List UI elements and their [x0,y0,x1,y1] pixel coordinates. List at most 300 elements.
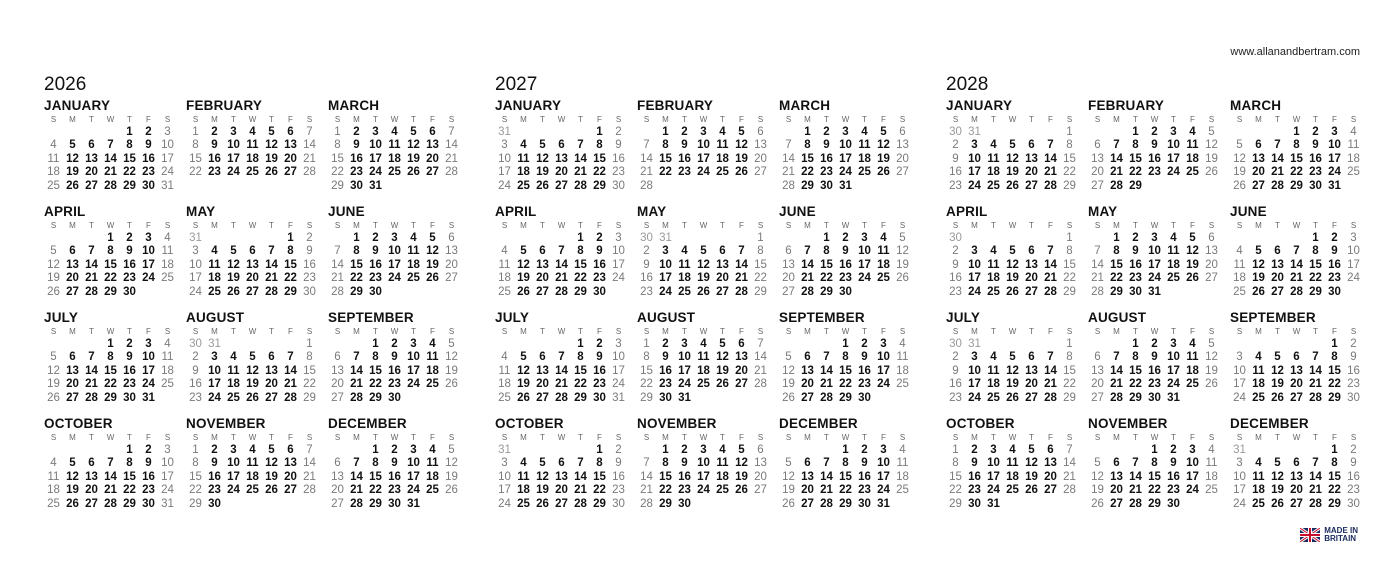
day-cell: 9 [1170,457,1177,470]
weekday-label: T [1029,115,1034,124]
day-cell: 27 [284,484,297,497]
day-cell: 20 [284,470,297,483]
day-cell: 17 [1167,364,1180,377]
day-cell: 30 [189,338,202,350]
week-row [946,272,1088,285]
week-row [328,153,470,166]
day-cell: 11 [896,457,909,470]
day-cell: 3 [615,232,622,244]
day-cell: 14 [303,457,316,470]
day-cell: 27 [555,179,568,192]
day-cell [1230,126,1249,139]
day-cell [798,444,817,457]
day-cell: 3 [880,338,887,350]
day-cell [1041,338,1060,351]
day-cell: 29 [574,285,587,298]
day-cell: 12 [66,152,79,165]
week-row [1230,153,1372,166]
week-row [1230,471,1372,484]
weekday-label: T [1133,327,1138,336]
day-cell: 11 [426,457,439,470]
day-cell: 11 [47,152,60,165]
day-cell: 5 [785,351,792,364]
day-cell: 4 [1255,351,1262,364]
day-cell: 9 [192,364,199,377]
day-cell: 27 [896,166,909,179]
day-cell: 2 [1170,444,1177,456]
day-cell: 1 [1293,126,1300,138]
day-cell: 16 [369,258,382,271]
weekday-label: S [899,221,906,230]
day-cell: 6 [539,245,546,258]
day-cell: 19 [735,470,748,483]
week-row [637,378,779,391]
week-row [1088,457,1230,470]
day-cell: 14 [284,364,297,377]
day-cell: 21 [331,272,344,285]
weekday-label: S [1094,327,1101,336]
day-cell: 8 [1066,139,1073,152]
weekday-label: S [1094,221,1101,230]
year-2028 [946,74,1386,522]
weekday-label: S [192,115,199,124]
day-cell: 15 [350,258,363,271]
day-cell: 17 [1148,258,1161,271]
day-cell: 19 [66,166,79,179]
day-cell: 24 [877,484,890,497]
month-name: NOVEMBER [637,416,717,431]
day-cell: 4 [391,126,398,138]
day-cell: 4 [249,126,256,138]
weekday-header [328,432,470,444]
day-cell: 17 [498,166,511,179]
day-cell: 29 [123,179,136,192]
day-cell: 2 [391,444,398,456]
week-row [44,378,186,391]
day-cell: 6 [1028,245,1035,258]
day-cell: 6 [69,351,76,364]
weekday-label: W [1292,433,1301,442]
day-cell [1287,338,1306,351]
day-cell: 31 [987,497,1000,510]
day-cell: 16 [123,364,136,377]
day-cell: 19 [1186,258,1199,271]
weekday-header [1088,220,1230,232]
day-cell: 2 [1132,232,1139,244]
day-cell: 14 [801,258,814,271]
day-cell: 22 [839,378,852,391]
day-cell: 7 [823,351,830,364]
day-cell [732,498,751,511]
day-cell: 9 [1151,351,1158,364]
day-cell [1249,126,1268,139]
day-cell: 21 [735,272,748,285]
day-cell: 21 [104,166,117,179]
day-cell: 10 [1167,139,1180,152]
day-cell: 6 [719,245,726,258]
day-cell: 8 [1132,139,1139,152]
weekday-label: M [520,433,527,442]
day-cell: 18 [1186,364,1199,377]
week-row [779,232,921,245]
weekday-label: F [739,327,744,336]
day-cell: 13 [754,139,767,152]
weekday-label: S [164,115,171,124]
day-cell: 28 [1110,179,1123,192]
weekday-label: S [448,433,455,442]
day-cell: 2 [823,126,830,138]
weekday-label: T [269,221,274,230]
day-cell: 26 [735,166,748,179]
day-cell: 21 [574,484,587,497]
day-cell: 16 [839,258,852,271]
day-cell: 7 [785,139,792,152]
day-cell: 2 [861,444,868,456]
day-cell [571,126,590,139]
day-cell: 14 [1309,364,1322,377]
day-cell: 24 [388,272,401,285]
day-cell: 29 [1129,391,1142,404]
day-cell: 11 [47,470,60,483]
day-cell: 25 [1006,484,1019,497]
day-cell: 30 [1309,179,1322,192]
day-cell: 27 [1252,179,1265,192]
day-cell: 26 [877,166,890,179]
week-row [1230,378,1372,391]
day-cell: 18 [498,272,511,285]
weekday-label: F [430,433,435,442]
day-cell: 16 [1309,152,1322,165]
day-cell: 26 [697,285,710,298]
weekday-label: M [1113,327,1120,336]
weekday-label: T [127,327,132,336]
week-row [637,245,779,258]
week-row [328,471,470,484]
day-cell: 15 [369,364,382,377]
day-cell: 15 [1110,258,1123,271]
day-cell: 13 [426,139,439,152]
week-row [1088,498,1230,511]
day-cell: 26 [896,272,909,285]
day-cell: 1 [643,338,650,350]
day-cell: 24 [678,378,691,391]
day-cell: 10 [968,364,981,377]
month-august [1088,310,1230,416]
day-cell: 27 [265,391,278,404]
day-cell: 16 [189,378,202,391]
day-cell: 14 [1044,364,1057,377]
month-november [637,416,779,522]
day-cell: 15 [801,152,814,165]
day-cell: 16 [208,152,221,165]
weekday-label: W [557,115,566,124]
day-cell: 2 [971,444,978,456]
day-cell: 6 [448,232,455,244]
day-cell: 28 [1110,391,1123,404]
weekday-label: F [1332,433,1337,442]
day-cell [893,286,912,299]
day-cell: 19 [426,258,439,271]
weekday-label: T [824,221,829,230]
day-cell: 22 [1129,378,1142,391]
day-cell: 3 [861,232,868,244]
weekday-label: T [1171,327,1176,336]
weekday-label: W [1292,221,1301,230]
day-cell: 12 [877,139,890,152]
day-cell: 13 [284,457,297,470]
day-cell: 23 [123,272,136,285]
weekday-label: M [804,433,811,442]
day-cell: 26 [1006,179,1019,192]
month-july [946,310,1088,416]
weekday-header [637,432,779,444]
weekday-label: M [211,115,218,124]
day-cell [732,180,751,193]
day-cell: 6 [88,457,95,470]
week-row [495,272,637,285]
week-row [328,286,470,299]
day-cell: 20 [754,470,767,483]
week-row [946,126,1088,139]
day-cell: 10 [227,457,240,470]
day-cell [1344,180,1363,193]
day-cell: 11 [517,152,530,165]
day-cell: 7 [804,245,811,258]
weekday-label: T [1275,221,1280,230]
day-cell: 2 [1151,126,1158,138]
day-cell [817,444,836,457]
day-cell: 18 [1252,484,1265,497]
week-row [946,180,1088,193]
weekday-header [637,114,779,126]
weekday-label: S [192,221,199,230]
day-cell [893,392,912,405]
day-cell: 15 [949,470,962,483]
day-cell: 18 [47,166,60,179]
day-cell: 25 [1347,166,1360,179]
day-cell: 3 [700,444,707,456]
day-cell: 27 [1091,391,1104,404]
day-cell: 3 [501,457,508,470]
day-cell: 19 [517,378,530,391]
day-cell: 16 [142,470,155,483]
day-cell [984,338,1003,351]
week-row [946,351,1088,364]
day-cell: 7 [1132,457,1139,470]
week-row [328,232,470,245]
day-cell: 29 [369,391,382,404]
day-cell [423,180,442,193]
day-cell: 5 [268,444,275,456]
day-cell [855,286,874,299]
day-cell: 7 [1094,245,1101,258]
day-cell: 6 [1293,457,1300,470]
day-cell: 15 [1063,364,1076,377]
day-cell: 14 [350,470,363,483]
day-cell: 27 [445,272,458,285]
day-cell [751,498,770,511]
day-cell: 26 [445,378,458,391]
day-cell: 12 [445,351,458,364]
day-cell: 4 [1350,126,1357,138]
day-cell: 11 [388,139,401,152]
month-name: APRIL [44,204,86,219]
month-june [1230,204,1372,310]
week-row [44,153,186,166]
weekday-label: W [699,327,708,336]
day-cell: 27 [536,391,549,404]
day-cell [44,338,63,351]
day-cell [732,232,751,245]
day-cell: 12 [1252,258,1265,271]
day-cell: 6 [757,444,764,456]
day-cell: 26 [735,484,748,497]
week-row [779,378,921,391]
year-title: 2027 [495,74,538,95]
day-cell: 10 [388,245,401,258]
weekday-label: T [231,115,236,124]
month-name: APRIL [946,204,988,219]
day-cell [385,180,404,193]
day-cell: 9 [615,139,622,152]
day-cell: 4 [1208,444,1215,456]
day-cell: 9 [126,245,133,258]
day-cell: 21 [820,484,833,497]
month-march [1230,98,1372,204]
day-cell: 14 [1063,457,1076,470]
day-cell [1249,338,1268,351]
weekday-label: S [952,221,959,230]
day-cell: 25 [987,391,1000,404]
day-cell [205,232,224,245]
day-cell: 30 [369,285,382,298]
day-cell: 2 [126,232,133,244]
day-cell: 20 [1091,378,1104,391]
day-cell: 25 [1205,484,1218,497]
day-cell [1088,444,1107,457]
day-cell: 25 [1167,272,1180,285]
week-row [328,378,470,391]
weekday-label: M [520,221,527,230]
weekday-header [495,114,637,126]
day-cell: 15 [1290,152,1303,165]
weekday-label: T [411,115,416,124]
day-cell: 8 [306,351,313,364]
weekday-label: S [899,433,906,442]
week-row [495,498,637,511]
day-cell: 10 [697,457,710,470]
day-cell: 1 [596,126,603,138]
day-cell: 23 [949,285,962,298]
day-cell: 2 [391,338,398,350]
day-cell: 8 [1151,457,1158,470]
day-cell: 6 [1094,139,1101,152]
weekday-label: S [1350,327,1357,336]
day-cell: 22 [1063,378,1076,391]
day-cell: 3 [971,139,978,152]
weekday-label: M [353,221,360,230]
day-cell: 1 [842,338,849,350]
day-cell: 17 [1233,484,1246,497]
day-cell: 24 [1233,391,1246,404]
weekday-label: W [248,221,257,230]
day-cell: 29 [593,497,606,510]
day-cell: 12 [735,457,748,470]
day-cell [694,180,713,193]
weekday-label: T [578,115,583,124]
weekday-label: S [164,433,171,442]
day-cell: 7 [1274,139,1281,152]
day-cell: 18 [877,258,890,271]
day-cell: 11 [1233,258,1246,271]
day-cell: 10 [678,351,691,364]
day-cell: 17 [369,152,382,165]
weekday-label: M [69,327,76,336]
week-row [495,232,637,245]
month-name: JULY [495,310,530,325]
day-cell: 23 [1309,166,1322,179]
day-cell: 30 [350,179,363,192]
day-cell: 14 [85,258,98,271]
day-cell: 2 [615,126,622,138]
day-cell: 30 [858,391,871,404]
day-cell: 6 [1094,351,1101,364]
weekday-label: F [146,433,151,442]
day-cell: 17 [142,364,155,377]
weekday-label: M [353,433,360,442]
day-cell: 18 [716,152,729,165]
day-cell: 30 [1347,391,1360,404]
day-cell: 23 [949,391,962,404]
weekday-label: W [1150,327,1159,336]
day-cell: 4 [230,351,237,364]
day-cell: 13 [1110,470,1123,483]
day-cell: 22 [593,484,606,497]
day-cell: 1 [334,126,341,138]
day-cell [637,126,656,139]
day-cell [1088,232,1107,245]
day-cell [262,498,281,511]
day-cell: 22 [189,484,202,497]
day-cell: 24 [987,484,1000,497]
day-cell: 28 [1129,497,1142,510]
day-cell: 18 [517,484,530,497]
day-cell [63,126,82,139]
day-cell: 6 [69,245,76,258]
day-cell: 4 [899,338,906,350]
day-cell: 7 [107,139,114,152]
day-cell: 29 [350,285,363,298]
day-cell: 22 [839,484,852,497]
day-cell: 18 [161,258,174,271]
weekday-label: T [991,433,996,442]
weekday-label: T [540,433,545,442]
day-cell [243,232,262,245]
day-cell: 25 [697,378,710,391]
day-cell: 6 [1274,245,1281,258]
weekday-label: T [991,115,996,124]
week-row [779,498,921,511]
week-row [637,286,779,299]
day-cell: 28 [303,166,316,179]
day-cell: 4 [520,457,527,470]
month-name: SEPTEMBER [779,310,865,325]
weekday-label: F [146,115,151,124]
week-row [495,180,637,193]
day-cell: 18 [161,364,174,377]
day-cell: 17 [877,364,890,377]
day-cell [1003,338,1022,351]
